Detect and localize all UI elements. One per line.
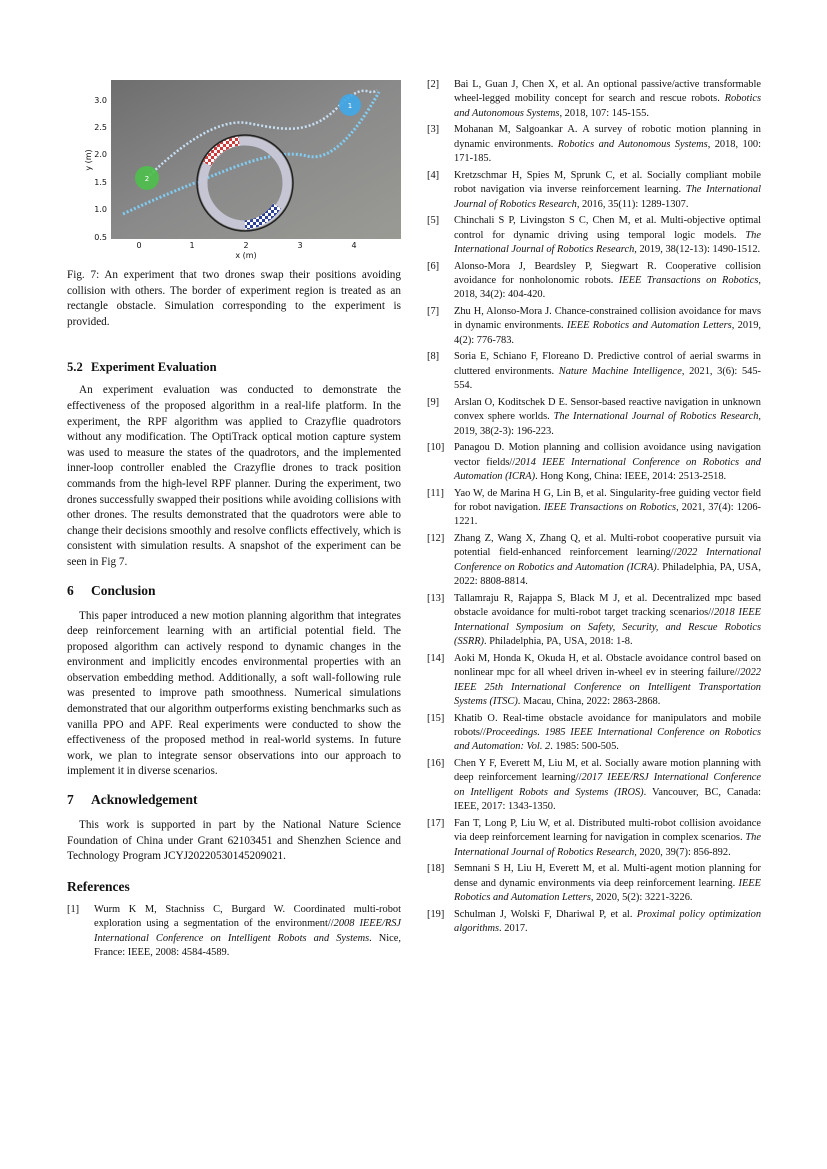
reference-text: Tallamraju R, Rajappa S, Black M J, et al. Decentralized mpc based obstacle avoidance for multi-robot target tracking scenarios//2018 IEEE International Symposium on Safety, Security, and Rescue Robotics (SSRR). Philadelphia, PA, USA, 2018: 1-8. bbox=[454, 592, 761, 648]
section-6 bbox=[67, 583, 401, 781]
reference-item bbox=[427, 532, 761, 590]
y-tick: 2.5 bbox=[94, 123, 107, 132]
section-body: This paper introduced a new motion planning algorithm that integrates deep reinforcement learning with an artificial potential field. The proposed algorithm can actively respond to dynamic changes in the environment and implicitly encodes environmental properties with an observation embedding method. Additionally, a soft wall-following rule was presented to improve path smoothness. Numerical simulations demonstrated that our algorithm outperforms existing benchmarks such as vanilla PPO and APF. Real experiments were conducted to show the effectiveness of the proposed method in real-world systems. In future work, we plan to integrate sensor observations into our approach to implement it in diverse scenarios. bbox=[67, 609, 401, 778]
reference-item bbox=[67, 903, 401, 961]
reference-text: Khatib O. Real-time obstacle avoidance for manipulators and mobile robots//Proceedings. 1985 IEEE International Conference on Robotics and Automation: Vol. 2. 1985: 500-505. bbox=[454, 712, 761, 753]
reference-number: [10] bbox=[427, 442, 445, 454]
reference-number: [15] bbox=[427, 712, 445, 724]
reference-number: [13] bbox=[427, 592, 445, 604]
section-7 bbox=[67, 792, 401, 865]
reference-item bbox=[427, 817, 761, 860]
x-tick: 0 bbox=[136, 241, 142, 250]
x-tick: 3 bbox=[297, 241, 303, 250]
reference-item bbox=[427, 260, 761, 303]
y-tick: 1.0 bbox=[94, 205, 107, 214]
y-tick: 2.0 bbox=[94, 150, 107, 159]
left-column bbox=[67, 78, 401, 963]
section-heading: 6 Conclusion bbox=[67, 582, 156, 598]
reference-number: [12] bbox=[427, 533, 445, 545]
figure-7-image bbox=[67, 78, 401, 263]
y-tick: 1.5 bbox=[94, 178, 107, 187]
reference-text: Zhang Z, Wang X, Zhang Q, et al. Multi-robot cooperative pursuit via potential field-enhanced reinforcement learning//2022 International Conference on Robotics and Automation (ICRA). Philadelphia, PA, USA, 2022: 8808-8814. bbox=[454, 533, 762, 588]
reference-item bbox=[427, 441, 761, 484]
reference-item bbox=[427, 78, 761, 121]
reference-text: Panagou D. Motion planning and collision avoidance using navigation vector fields//2014 IEEE International Conference on Robotics and Automation (ICRA). Hong Kong, China: IEEE, 2014: 2513-2518. bbox=[454, 442, 761, 483]
x-tick: 4 bbox=[351, 241, 357, 250]
reference-text: Chen Y F, Everett M, Liu M, et al. Socially aware motion planning with deep reinforcement learning//2017 IEEE/RSJ International Conference on Intelligent Robots and Systems (IROS). Vancouver, BC, Canada: IEEE, 2017: 1343-1350. bbox=[454, 757, 761, 813]
references-section bbox=[67, 879, 401, 961]
reference-number: [6] bbox=[427, 260, 440, 272]
reference-text: Semnani S H, Liu H, Everett M, et al. Multi-agent motion planning for dense and dynamic environments via deep reinforcement learning. IEEE Robotics and Automation Letters, 2020, 5(2): 3221-3226. bbox=[454, 863, 761, 903]
reference-item bbox=[427, 350, 761, 393]
reference-item bbox=[427, 652, 761, 710]
right-column bbox=[427, 78, 761, 939]
reference-text: Bai L, Guan J, Chen X, et al. An optional passive/active transformable wheel-legged mobility concept for search and rescue robots. Robotics and Autonomous Systems, 2018, 107: 145-155. bbox=[454, 79, 761, 119]
y-tick: 3.0 bbox=[94, 96, 107, 105]
figure-7 bbox=[67, 78, 401, 263]
reference-number: [2] bbox=[427, 79, 440, 90]
section-heading: 7 Acknowledgement bbox=[67, 792, 198, 808]
references-heading: References bbox=[67, 878, 130, 894]
reference-number: [5] bbox=[427, 215, 440, 227]
reference-list-right bbox=[427, 78, 761, 936]
reference-item bbox=[427, 487, 761, 530]
figure-caption: Fig. 7: An experiment that two drones swap their positions avoiding collision with others. The border of experiment region is treated as an rectangle obstacle. Simulation corresponding to the experiment is provided. bbox=[67, 269, 401, 328]
reference-item bbox=[427, 908, 761, 937]
reference-text: Schulman J, Wolski F, Dhariwal P, et al. Proximal policy optimization algorithms. 2017. bbox=[454, 908, 762, 934]
reference-text: Yao W, de Marina H G, Lin B, et al. Singularity-free guiding vector field for robot navigation. IEEE Transactions on Robotics, 2021, 37(4): 1206-1221. bbox=[454, 487, 761, 528]
reference-item bbox=[427, 123, 761, 166]
x-axis-label: x (m) bbox=[235, 251, 257, 260]
reference-number: [19] bbox=[427, 908, 445, 920]
reference-text: Zhu H, Alonso-Mora J. Chance-constrained collision avoidance for mavs in dynamic environments. IEEE Robotics and Automation Letters, 2019, 4(2): 776-783. bbox=[454, 306, 762, 346]
section-body: This work is supported in part by the National Nature Science Foundation of China under Grant 62103451 and Shenzhen Science and Technology Program JCYJ20220530145209021. bbox=[67, 819, 401, 863]
reference-number: [1] bbox=[67, 903, 80, 915]
reference-text: Alonso-Mora J, Beardsley P, Siegwart R. Cooperative collision avoidance for nonholonomic robots. IEEE Transactions on Robotics, 2018, 34(2): 404-420. bbox=[454, 260, 761, 301]
x-tick: 2 bbox=[243, 241, 249, 250]
reference-text: Mohanan M, Salgoankar A. A survey of robotic motion planning in dynamic environments. Robotics and Autonomous Systems, 2018, 100: 171-185. bbox=[454, 124, 761, 165]
reference-text: Soria E, Schiano F, Floreano D. Predictive control of aerial swarms in cluttered environments. Nature Machine Intelligence, 2021, 3(6): 545-554. bbox=[454, 351, 761, 392]
reference-item bbox=[427, 712, 761, 755]
reference-text: Chinchali S P, Livingston S C, Chen M, et al. Multi-objective optimal control for dynamic driving using temporal logic models. The International Journal of Robotics Research, 2019, 38(12-13): 1490-1512. bbox=[454, 215, 761, 256]
reference-text: Wurm K M, Stachniss C, Burgard W. Coordinated multi-robot exploration using a segmentation of the environment//2008 IEEE/RSJ International Conference on Intelligent Robots and Systems. Nice, France: IEEE, 2008: 4584-4589. bbox=[94, 903, 402, 959]
section-heading: 5.2 Experiment Evaluation bbox=[67, 360, 217, 375]
reference-number: [17] bbox=[427, 817, 445, 829]
reference-item bbox=[427, 214, 761, 257]
reference-item bbox=[427, 862, 761, 905]
section-body: An experiment evaluation was conducted to demonstrate the effectiveness of the proposed algorithm in a real-life platform. In the experiment, the RPF algorithm was applied to Crazyflie quadrotors without any modification. The OptiTrack optical motion capture system was used to measure the states of the quadrotors, and the implemented inner-loop controller enabled the Crazyflie drones to track position commands from the high-level RPF planner. During the experiment, two drones successfully swapped their positions while avoiding collisions with other drones. The results demonstrated that the quadrotors were able to change their decisions smoothly and resolve conflicts effectively, which is consistent with simulation results. A snapshot of the experiment can be seen in Fig 7. bbox=[67, 384, 401, 568]
reference-item bbox=[427, 169, 761, 212]
reference-number: [14] bbox=[427, 652, 445, 664]
reference-text: Fan T, Long P, Liu W, et al. Distributed multi-robot collision avoidance via deep reinforcement learning for navigation in complex scenarios. The International Journal of Robotics Research, 2020, 39(7): 856-892. bbox=[454, 817, 761, 858]
reference-number: [7] bbox=[427, 306, 440, 318]
reference-number: [18] bbox=[427, 863, 445, 875]
y-tick: 0.5 bbox=[94, 233, 107, 242]
y-axis-label: y (m) bbox=[84, 149, 93, 171]
reference-number: [3] bbox=[427, 124, 440, 136]
x-tick: 1 bbox=[189, 241, 195, 250]
drone-1-label: 1 bbox=[347, 102, 353, 110]
reference-number: [16] bbox=[427, 757, 445, 769]
reference-number: [8] bbox=[427, 351, 440, 363]
reference-text: Kretzschmar H, Spies M, Sprunk C, et al. Socially compliant mobile robot navigation via inverse reinforcement learning. The International Journal of Robotics Research, 2016, 35(11): 1289-1307. bbox=[454, 169, 761, 210]
reference-list-left bbox=[67, 903, 401, 961]
reference-number: [11] bbox=[427, 487, 444, 499]
reference-number: [9] bbox=[427, 396, 440, 408]
reference-item bbox=[427, 305, 761, 348]
reference-item bbox=[427, 396, 761, 439]
section-5-2 bbox=[67, 360, 401, 570]
reference-number: [4] bbox=[427, 169, 440, 181]
reference-text: Aoki M, Honda K, Okuda H, et al. Obstacle avoidance control based on nonlinear mpc for all wheel driven in-wheel ev in steering failure//2022 IEEE 25th International Conference on Intelligent Transportation Systems (ITSC). Macau, China, 2022: 2863-2868. bbox=[454, 652, 761, 707]
reference-item bbox=[427, 757, 761, 815]
reference-item bbox=[427, 592, 761, 650]
reference-text: Arslan O, Koditschek D E. Sensor-based reactive navigation in unknown convex sphere worlds. The International Journal of Robotics Research, 2019, 38(2-3): 196-223. bbox=[454, 396, 761, 437]
drone-2-label: 2 bbox=[144, 175, 150, 183]
